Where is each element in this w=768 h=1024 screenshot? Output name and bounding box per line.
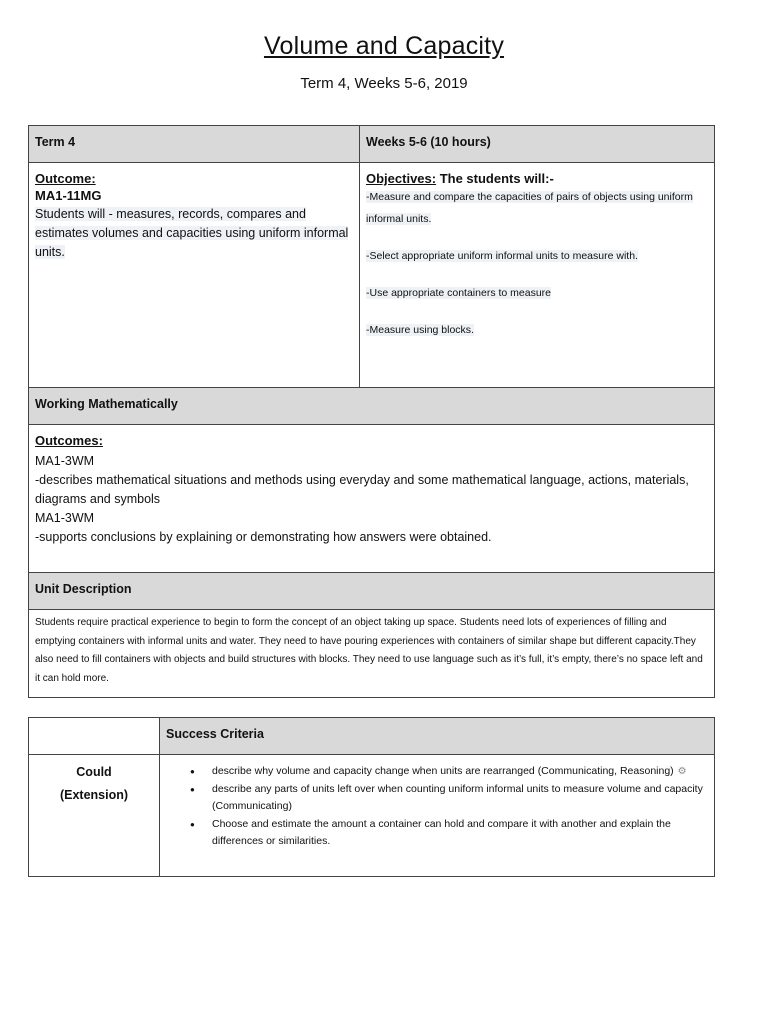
outcome-heading: Outcome:: [35, 171, 96, 186]
success-criteria-header-cell: [160, 718, 715, 755]
term-header-cell: [29, 126, 360, 163]
weeks-label: Weeks 5-6 (10 hours): [366, 135, 491, 149]
blank-header-cell: [29, 718, 160, 755]
level-line1: Could: [76, 765, 112, 779]
success-criteria-heading: Success Criteria: [166, 727, 264, 741]
objectives-cell: [360, 163, 715, 388]
objective-item: -Measure and compare the capacities of pairs of objects using uniform informal units.: [366, 191, 693, 225]
outcome-text: Students will - measures, records, compares and estimates volumes and capacities using uniform informal units.: [35, 207, 349, 259]
objective-item: -Measure using blocks.: [366, 324, 474, 336]
outcome-code: MA1-11MG: [35, 188, 102, 203]
success-criteria-table: [28, 717, 715, 877]
criteria-item: ● Choose and estimate the amount a container can hold and compare it with another and explain the differences or similarities.: [212, 816, 706, 851]
objectives-heading: Objectives:: [366, 171, 437, 186]
criteria-item: ● describe any parts of units left over when counting uniform informal units to measure volume and capacity (Communicating): [212, 781, 706, 816]
wm-line: -supports conclusions by explaining or demonstrating how answers were obtained.: [35, 530, 492, 544]
level-cell: [29, 755, 160, 877]
working-math-cell: [29, 425, 715, 573]
unit-description-cell: [29, 610, 715, 698]
weeks-header-cell: [360, 126, 715, 163]
working-math-heading: Working Mathematically: [35, 397, 178, 411]
term-label: Term 4: [35, 135, 76, 149]
unit-description-header-cell: [29, 573, 715, 610]
overview-table: [28, 125, 715, 698]
unit-description-heading: Unit Description: [35, 582, 132, 596]
criteria-list: [160, 755, 714, 851]
wm-line: -describes mathematical situations and methods using everyday and some mathematical language, actions, materials, diagrams and symbols: [35, 473, 689, 506]
wm-line: MA1-3WM: [35, 454, 95, 468]
unit-description-text: Students require practical experience to begin to form the concept of an object taking up space. Students need lots of experiences of filling and emptying containers with informal units and water. They need to have pouring experiences with containers of similar shape but different capacity.They also need to fill containers with objects and build structures with blocks. They need to use language such as it’s full, it’s empty, there’s no space left and it can hold more.: [35, 617, 703, 684]
criteria-cell: [160, 755, 715, 877]
gear-icon: ⚙: [677, 766, 687, 777]
wm-outcomes-heading: Outcomes:: [35, 433, 103, 448]
criteria-item: ● describe why volume and capacity change when units are rearranged (Communicating, Reasoning) ⚙: [212, 763, 706, 781]
objective-item: -Use appropriate containers to measure: [366, 287, 552, 299]
level-line2: (Extension): [59, 788, 129, 802]
working-math-header-cell: [29, 388, 715, 425]
document-subtitle: Term 4, Weeks 5-6, 2019: [300, 75, 468, 92]
objectives-intro: The students will:-: [436, 171, 554, 186]
outcome-cell: [29, 163, 360, 388]
document-title: Volume and Capacity: [263, 32, 505, 60]
wm-line: MA1-3WM: [35, 511, 95, 525]
objective-item: -Select appropriate uniform informal units to measure with.: [366, 250, 638, 262]
